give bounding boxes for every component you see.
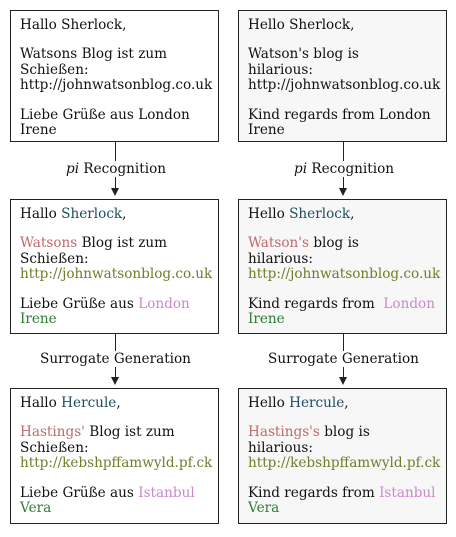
- closing: Liebe Grüße aus London: [20, 106, 190, 123]
- entity-blog-owner: Watsons: [20, 235, 78, 252]
- entity-name: Hercule: [61, 395, 117, 411]
- entity-url: http://johnwatsonblog.co.uk: [248, 266, 441, 283]
- entity-blog-owner: Hastings': [20, 424, 85, 441]
- entity-city: London: [383, 295, 435, 312]
- recognition-label: Recognition: [83, 161, 167, 177]
- greeting: Hallo Sherlock,: [20, 17, 127, 33]
- entity-name: Sherlock: [61, 206, 123, 222]
- recognized-text-de: [10, 199, 219, 334]
- step-label-recognition-en: [292, 161, 396, 177]
- blog-line-2: hilarious:: [248, 61, 313, 78]
- step-label-surrogate-de: Surrogate Generation: [40, 351, 191, 367]
- pi-label: pi: [66, 161, 80, 177]
- pi-label: pi: [294, 161, 308, 177]
- blog-line-1: Watsons Blog ist zum: [20, 235, 168, 252]
- blog-line-1: Hastings' Blog ist zum: [20, 424, 175, 441]
- entity-signature: Irene: [20, 311, 57, 328]
- blog-line-2: Schießen:: [20, 439, 89, 456]
- surrogate-text-de: [10, 388, 219, 524]
- entity-url: http://johnwatsonblog.co.uk: [20, 266, 213, 283]
- entity-signature: Vera: [20, 500, 52, 517]
- entity-city: Istanbul: [379, 484, 436, 501]
- closing: Kind regards from Istanbul: [248, 484, 436, 501]
- signature: Irene: [248, 122, 285, 139]
- entity-name: Hercule: [289, 395, 345, 411]
- blog-line-2: hilarious:: [248, 250, 313, 267]
- signature: Irene: [20, 122, 57, 139]
- url: http://johnwatsonblog.co.uk: [20, 77, 213, 94]
- step-label-surrogate-en: Surrogate Generation: [268, 351, 419, 367]
- arrowhead-recognition-de: [111, 188, 119, 196]
- greeting: Hello Sherlock,: [248, 17, 355, 33]
- greeting: Hallo Hercule,: [20, 395, 121, 411]
- entity-name: Sherlock: [289, 206, 351, 222]
- arrowhead-recognition-en: [339, 188, 347, 196]
- entity-blog-owner: Watson's: [248, 235, 309, 252]
- closing: Liebe Grüße aus London: [20, 295, 190, 312]
- blog-line-2: Schießen:: [20, 61, 89, 78]
- arrowhead-surrogate-de: [111, 377, 119, 385]
- entity-url: http://kebshpffamwyld.pf.ck: [20, 455, 213, 472]
- entity-city: Istanbul: [138, 484, 195, 501]
- entity-signature: Vera: [248, 500, 280, 517]
- recognition-label: Recognition: [311, 161, 395, 177]
- recognized-text-en: [238, 199, 447, 334]
- closing: Kind regards from London: [248, 295, 435, 312]
- blog-line-1: Watsons Blog ist zum: [20, 46, 168, 63]
- entity-blog-owner: Hastings's: [248, 424, 320, 441]
- blog-line-1: Watson's blog is: [248, 235, 359, 252]
- entity-signature: Irene: [248, 311, 285, 328]
- blog-line-2: Schießen:: [20, 250, 89, 267]
- step-label-recognition-de: [64, 161, 168, 177]
- blog-line-1: Watson's blog is: [248, 46, 359, 63]
- original-text-de: [10, 10, 219, 142]
- closing: Liebe Grüße aus Istanbul: [20, 484, 195, 501]
- blog-line-2: hilarious:: [248, 439, 313, 456]
- entity-url: http://kebshpffamwyld.pf.ck: [248, 455, 441, 472]
- arrowhead-surrogate-en: [339, 377, 347, 385]
- greeting: Hello Hercule,: [248, 395, 349, 411]
- blog-line-1: Hastings's blog is: [248, 424, 370, 441]
- entity-city: London: [138, 295, 190, 312]
- original-text-en: [238, 10, 447, 142]
- greeting: Hallo Sherlock,: [20, 206, 127, 222]
- url: http://johnwatsonblog.co.uk: [248, 77, 441, 94]
- surrogate-text-en: [238, 388, 447, 524]
- greeting: Hello Sherlock,: [248, 206, 355, 222]
- closing: Kind regards from London: [248, 106, 431, 123]
